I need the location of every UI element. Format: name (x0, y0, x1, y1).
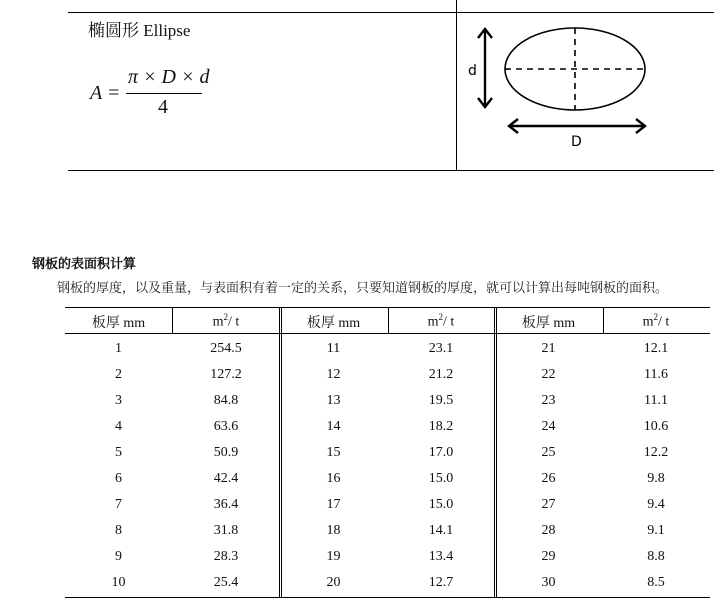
area-cell: 9.8 (647, 471, 665, 486)
thickness-cell: 5 (115, 445, 122, 460)
area-cell: 50.9 (213, 445, 239, 460)
area-cell: 15.0 (428, 497, 454, 512)
thickness-cell: 9 (115, 549, 122, 564)
area-cell: 13.4 (428, 549, 454, 564)
section-description: 钢板的厚度，以及重量，与表面积有着一定的关系，只要知道钢板的厚度，就可以计算出每吨钢板的面积。 (57, 281, 669, 296)
ellipse-diagram (458, 13, 670, 163)
area-header-tail: / t (443, 314, 455, 330)
area-cell: 36.4 (213, 497, 239, 512)
thickness-cell: 23 (541, 393, 556, 408)
area-cell: 25.4 (213, 575, 239, 590)
area-cell: 19.5 (428, 393, 454, 408)
area-cell: 11.1 (644, 393, 668, 408)
area-cell: 18.2 (428, 419, 454, 434)
area-cell: 127.2 (210, 367, 242, 382)
thickness-cell: 24 (541, 419, 556, 434)
area-header (172, 312, 280, 331)
area-header (602, 312, 710, 331)
section-heading: 钢板的表面积计算 (32, 257, 137, 272)
area-cell: 28.3 (213, 549, 239, 564)
area-header-base: m (427, 314, 439, 330)
area-cell: 8.8 (647, 549, 665, 564)
formula-numerator: π × D × d (128, 66, 210, 88)
thickness-cell: 15 (326, 445, 341, 460)
area-cell: 12.2 (643, 445, 669, 460)
formula-fraction-bar (126, 93, 202, 94)
area-cell: 12.7 (428, 575, 454, 590)
area-cell: 9.1 (647, 523, 665, 538)
thickness-cell: 17 (326, 497, 341, 512)
area-cell: 12.1 (643, 341, 669, 356)
thickness-cell: 13 (326, 393, 341, 408)
area-header-superscript: 2 (438, 312, 444, 322)
area-cell: 10.6 (643, 419, 669, 434)
area-cell: 31.8 (213, 523, 239, 538)
area-cell: 14.1 (428, 523, 454, 538)
area-cell: 42.4 (213, 471, 239, 486)
thickness-cell: 14 (326, 419, 341, 434)
thickness-cell: 21 (541, 341, 556, 356)
area-header-base: m (212, 314, 224, 330)
table-bottom-border (65, 597, 710, 598)
thickness-header: 板厚 mm (521, 316, 576, 331)
area-cell: 8.5 (647, 575, 665, 590)
shape-title: 椭圆形 Ellipse (88, 21, 191, 40)
thickness-cell: 16 (326, 471, 341, 486)
thickness-cell: 8 (115, 523, 122, 538)
area-header-superscript: 2 (223, 312, 229, 322)
thickness-cell: 25 (541, 445, 556, 460)
thickness-cell: 30 (541, 575, 556, 590)
thickness-cell: 11 (326, 341, 341, 356)
thickness-cell: 20 (326, 575, 341, 590)
thickness-header: 板厚 mm (91, 316, 146, 331)
thickness-cell: 7 (115, 497, 122, 512)
thickness-header: 板厚 mm (306, 316, 361, 331)
minor-axis-label: d (468, 63, 477, 79)
area-cell: 254.5 (210, 341, 242, 356)
formula-lhs: A = (90, 82, 121, 104)
area-header-base: m (642, 314, 654, 330)
top-table-divider (456, 0, 457, 170)
area-cell: 17.0 (428, 445, 454, 460)
thickness-cell: 29 (541, 549, 556, 564)
area-header-tail: / t (228, 314, 240, 330)
formula-denominator: 4 (158, 96, 168, 118)
thickness-cell: 27 (541, 497, 556, 512)
area-cell: 15.0 (428, 471, 454, 486)
thickness-cell: 19 (326, 549, 341, 564)
thickness-cell: 4 (115, 419, 122, 434)
thickness-cell: 6 (115, 471, 122, 486)
major-axis-label: D (571, 134, 582, 150)
thickness-cell: 26 (541, 471, 556, 486)
thickness-cell: 22 (541, 367, 556, 382)
top-table-bottom-border (68, 170, 714, 171)
area-header-tail: / t (658, 314, 670, 330)
area-header-superscript: 2 (653, 312, 659, 322)
thickness-area-table (65, 307, 710, 598)
area-cell: 9.4 (647, 497, 665, 512)
thickness-cell: 28 (541, 523, 556, 538)
thickness-cell: 2 (115, 367, 122, 382)
area-cell: 11.6 (644, 367, 668, 382)
thickness-cell: 1 (115, 341, 122, 356)
area-cell: 21.2 (428, 367, 454, 382)
area-cell: 23.1 (428, 341, 454, 356)
area-cell: 63.6 (213, 419, 239, 434)
thickness-cell: 3 (115, 393, 122, 408)
thickness-cell: 12 (326, 367, 341, 382)
thickness-cell: 18 (326, 523, 341, 538)
thickness-cell: 10 (111, 575, 126, 590)
area-header (387, 312, 495, 331)
area-cell: 84.8 (213, 393, 239, 408)
